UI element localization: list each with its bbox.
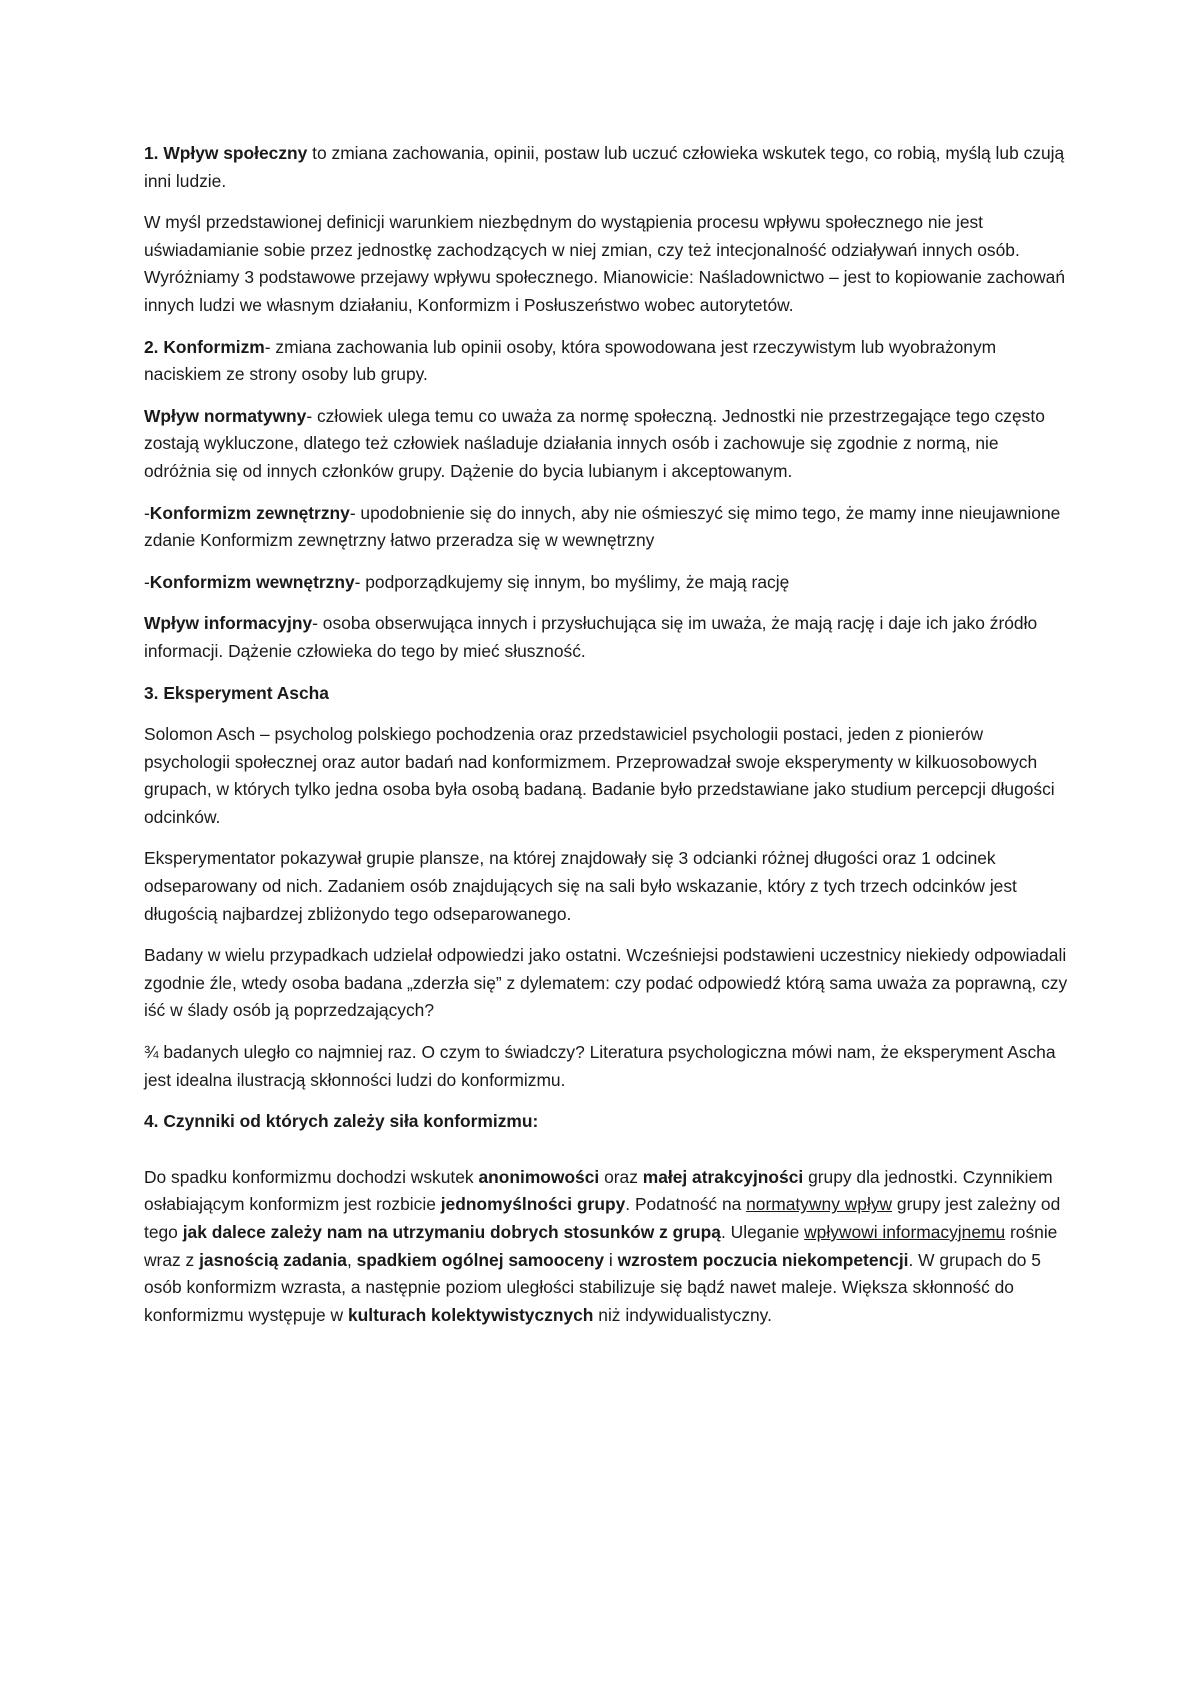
text: . Podatność na <box>625 1194 747 1215</box>
paragraph-asch-bio <box>144 721 1070 831</box>
heading-social-influence: 1. Wpływ społeczny <box>144 143 308 163</box>
text: Badany w wielu przypadkach udzielał odpowiedzi jako ostatni. Wcześniejsi podstawieni uczestnicy niekiedy odpowiadali zgodnie źle, wtedy osoba badana „zderzła się” z dylematem: czy podać odpowiedź którą sama uważa za poprawną, czy iść w ślady osób ją poprzedzających? <box>144 945 1068 1021</box>
term-good-relations: jak dalece zależy nam na utrzymaniu dobrych stosunków z grupą <box>182 1222 721 1242</box>
paragraph-external-conformism <box>144 500 1070 555</box>
text: ¾ badanych uległo co najmniej raz. O czym to świadczy? Literatura psychologiczna mówi nam, że eksperyment Ascha jest idealna ilustracją skłonności ludzi do konformizmu. <box>144 1042 1056 1090</box>
term-external-conformism: Konformizm zewnętrzny <box>149 502 350 523</box>
term-informational-influence-underlined: wpływowi informacyjnemu <box>804 1222 1006 1242</box>
term-informational-influence: Wpływ informacyjny <box>144 613 313 634</box>
text: grupy dla jednostki. Czynnikiem osłabiającym konformizm jest rozbicie <box>144 1166 1053 1215</box>
spacer <box>144 1150 1070 1164</box>
paragraph-internal-conformism <box>144 569 1070 597</box>
term-low-attractiveness: małej atrakcyjności <box>642 1166 804 1187</box>
text: rośnie wraz z <box>144 1222 1058 1270</box>
text: to zmiana zachowania, opinii, postaw lub uczuć człowieka wskutek tego, co robią, myślą lub czują inni ludzie. <box>144 143 1065 191</box>
text: Solomon Asch – psycholog polskiego pochodzenia oraz przedstawiciel psychologii postaci, jeden z pionierów psychologii społecznej oraz autor badań nad konformizmem. Przeprowadzał swoje eksperymenty w kilkuosobowych grupach, w których tylko jedna osoba była osobą badaną. Badanie było przedstawiane jako studium percepcji długości odcinków. <box>144 724 1055 827</box>
text: . Uleganie <box>720 1222 805 1242</box>
text: grupy jest zależny od tego <box>144 1194 1061 1242</box>
heading-conformism: 2. Konformizm <box>144 336 265 357</box>
paragraph-asch-results <box>144 1039 1070 1094</box>
text: . W grupach do 5 osób konformizm wzrasta, a następnie poziom uległości stabilizuje się bądź nawet maleje. Większa skłonność do konformizmu występuje w <box>144 1249 1041 1325</box>
paragraph-definition-explanation <box>144 209 1070 319</box>
text: Do spadku konformizmu dochodzi wskutek <box>144 1166 479 1187</box>
paragraph-asch-heading <box>144 680 1070 708</box>
text: , <box>346 1249 357 1270</box>
paragraph-asch-procedure <box>144 845 1070 928</box>
dash: - <box>144 502 150 523</box>
text: i <box>604 1249 618 1270</box>
term-self-esteem-drop: spadkiem ogólnej samooceny <box>356 1249 605 1270</box>
paragraph-conformism-definition <box>144 334 1070 389</box>
paragraph-social-influence-definition <box>144 140 1070 195</box>
text: W myśl przedstawionej definicji warunkiem niezbędnym do wystąpienia procesu wpływu społecznego nie jest uświadamianie sobie przez jednostkę zachodzących w niej zmian, czy też intecjonalność odziaływań innych osób. Wyróżniamy 3 podstawowe przejawy wpływu społecznego. Mianowicie: Naśladownictwo – jest to kopiowanie zachowań innych ludzi we własnym działaniu, Konformizm i Posłuszeństwo wobec autorytetów. <box>144 212 1066 315</box>
text: - zmiana zachowania lub opinii osoby, która spowodowana jest rzeczywistym lub wyobrażonym naciskiem ze strony osoby lub grupy. <box>144 336 997 385</box>
term-normative-influence: Wpływ normatywny <box>144 405 307 426</box>
paragraph-asch-dilemma <box>144 942 1070 1025</box>
paragraph-conformism-factors <box>144 1164 1070 1330</box>
term-internal-conformism: Konformizm wewnętrzny <box>149 571 355 592</box>
text: - osoba obserwująca innych i przysłuchująca się im uważa, że mają rację i daje ich jako źródło informacji. Dążenie człowieka do tego by mieć słuszność. <box>144 613 1038 661</box>
term-incompetence: wzrostem poczucia niekompetencji <box>617 1249 909 1270</box>
term-normative-influence-underlined: normatywny wpływ <box>746 1194 893 1215</box>
text: - upodobnienie się do innych, aby nie ośmieszyć się mimo tego, że mamy inne nieujawnione zdanie Konformizm zewnętrzny łatwo przeradza się w wewnętrzny <box>144 502 1061 551</box>
text: niż indywidualistyczny. <box>593 1304 772 1325</box>
text: oraz <box>599 1166 643 1187</box>
dash: - <box>144 571 150 592</box>
term-group-unanimity: jednomyślności grupy <box>440 1194 626 1215</box>
term-anonymity: anonimowości <box>478 1166 600 1187</box>
heading-asch-experiment: 3. Eksperyment Ascha <box>144 682 329 703</box>
paragraph-normative-influence <box>144 403 1070 486</box>
text: - podporządkujemy się innym, bo myślimy, że mają rację <box>354 571 790 592</box>
text: - człowiek ulega temu co uważa za normę społeczną. Jednostki nie przestrzegające tego często zostają wykluczone, dlatego też człowiek naśladuje działania innych osób i zachowuje się zgodnie z normą, nie odróżnia się od innych członków grupy. Dążenie do bycia lubianym i akceptowanym. <box>144 405 1045 481</box>
paragraph-factors-heading <box>144 1108 1070 1136</box>
paragraph-informational-influence <box>144 610 1070 665</box>
text: Eksperymentator pokazywał grupie plansze, na której znajdowały się 3 odcianki różnej długości oraz 1 odcinek odseparowany od nich. Zadaniem osób znajdujących się na sali było wskazanie, który z tych trzech odcinków jest długością najbardzej zbliżonydo tego odseparowanego. <box>144 848 1017 924</box>
term-collectivist-cultures: kulturach kolektywistycznych <box>347 1304 594 1325</box>
term-task-clarity: jasnością zadania <box>199 1249 347 1270</box>
heading-conformism-factors: 4. Czynniki od których zależy siła konformizmu: <box>144 1111 539 1132</box>
